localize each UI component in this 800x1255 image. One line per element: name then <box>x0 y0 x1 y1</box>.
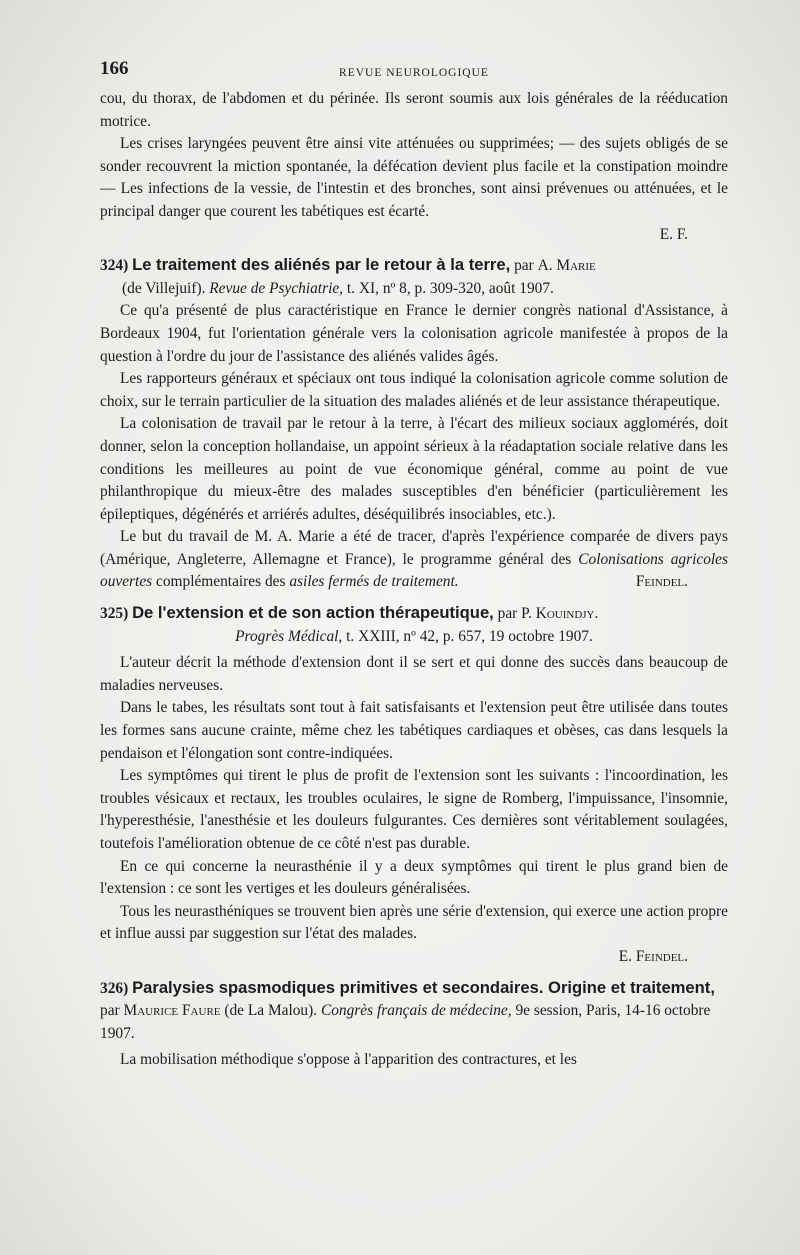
entry-326-title: Paralysies spasmodiques primitives et secondaires. Origine et traitement, <box>132 977 715 997</box>
entry-324-paragraph-2: Les rapporteurs généraux et spéciaux ont tous indiqué la colonisation agricole comme solution de choix, sur le terrain particulier de la situation des malades aliénés et de leur assistance thérapeutique. <box>100 370 728 410</box>
entry-325-heading <box>100 602 728 648</box>
entry-324-heading <box>100 254 728 300</box>
page-number: 166 <box>100 58 129 79</box>
entry-325-number: 325) <box>100 605 129 623</box>
entry-324-signature: Feindel. <box>635 573 688 591</box>
entry-324-journal: Revue de Psychiatrie, <box>209 279 344 297</box>
entry-324-paragraph-4-c: complémentaires des <box>156 573 286 591</box>
entry-325-paragraph-2: Dans le tabes, les résultats sont tout à fait satisfaisants et l'extension peut être utilisée dans toutes les formes sans aucune crainte, même chez les tabétiques cardiaques et obèses, cas dans lesquels la pendaison et l'élongation sont contre-indiquées. <box>100 699 728 762</box>
intro-paragraph-2 <box>100 133 728 223</box>
page-header <box>100 58 728 88</box>
entry-325-paragraph-3: Les symptômes qui tirent le plus de profit de l'extension sont les suivants : l'incoordination, les troubles vésicaux et rectaux, les troubles oculaires, le signe de Romberg, l'impuissance, l'insomnie, l'hyperesthésie, l'anesthésie et les douleurs fulgurantes. Ces dernières sont véritablement soulagées, toutefois l'amélioration obtenue de ce côté n'est pas durable. <box>100 767 728 852</box>
entry-326-heading <box>100 977 728 1046</box>
entry-324-paragraph-3: La colonisation de travail par le retour à la terre, à l'écart des milieux sociaux agglomérés, doit donner, selon la conception hollandaise, un appoint sérieux à la réadaptation sociale relative dans les conditions les meilleures au point de vue économique général, comme au point de vue philanthropique du mieux-être des malades susceptibles d'en bénéficier (particulièrement les épileptiques, dégénérés et arriérés adultes, déséquilibrés insociables, etc.). <box>100 415 728 523</box>
entry-326-by: par <box>100 1002 120 1020</box>
entry-326-affiliation: (de La Malou). <box>224 1002 318 1020</box>
entry-324-author: A. Marie <box>537 257 596 275</box>
entry-326-citation: 9e session, Paris, 14-16 octobre 1907. <box>100 1002 711 1042</box>
entry-325-title: De l'extension et de son action thérapeutique, <box>132 603 494 623</box>
entry-324-paragraph-4-b: Colonisations agricoles ouvertes <box>100 550 728 591</box>
intro-paragraph-1: cou, du thorax, de l'abdomen et du périnée. Ils seront soumis aux lois générales de la rééducation motrice. <box>100 90 728 130</box>
entry-325-citation-line <box>100 626 728 649</box>
entry-324-citation: t. XI, nº 8, p. 309-320, août 1907. <box>346 279 554 297</box>
entry-325-by: par <box>497 605 518 623</box>
entry-324-citation-line <box>100 278 728 301</box>
entry-325-signature: E. Feindel. <box>618 947 688 965</box>
entry-326-journal: Congrès français de médecine, <box>320 1002 512 1020</box>
entry-324-by: par <box>514 257 534 275</box>
entry-324 <box>100 254 728 594</box>
entry-324-title: Le traitement des aliénés par le retour à la terre, <box>132 255 511 275</box>
entry-326-author: Maurice Faure <box>123 1002 221 1020</box>
entry-325-paragraph-4: En ce qui concerne la neurasthénie il y a deux symptômes qui tirent le plus grand bien de l'extension : ce sont les vertiges et les douleurs généralisées. <box>100 857 728 898</box>
entry-325 <box>100 602 728 969</box>
entry-326-paragraph-1: La mobilisation méthodique s'oppose à l'apparition des contractures, et les <box>120 1051 577 1069</box>
running-head: REVUE NEUROLOGIQUE <box>339 67 489 79</box>
entry-324-paragraph-4-d: asiles fermés de traitement. <box>289 573 459 591</box>
entry-324-paragraph-1: Ce qu'a présenté de plus caractéristique en France le dernier congrès national d'Assistance, à Bordeaux 1904, fut l'orientation générale vers la colonisation agricole manifestée à propos de la question à l'ordre du jour de l'assistance des aliénés valides âgés. <box>100 302 728 365</box>
intro-paragraph-2-text: Les crises laryngées peuvent être ainsi vite atténuées ou supprimées; — des sujets obligés de se sonder recouvrent la miction spontanée, la défécation devient plus facile et la constipation moindre — Les infections de la vessie, de l'intestin et des bronches, sont ainsi prévenues ou atténuées, et le principal danger que courent les tabétiques est écarté. <box>100 135 728 220</box>
entry-325-journal: Progrès Médical, <box>235 627 343 645</box>
intro-signature: E. F. <box>659 225 688 243</box>
entry-325-paragraph-1: L'auteur décrit la méthode d'extension dont il se sert et qui donne des succès dans beaucoup de maladies nerveuses. <box>100 654 728 694</box>
entry-324-paragraph-4-a: Le but du travail de M. A. Marie a été de tracer, d'après l'expérience comparée de divers pays (Amérique, Angleterre, Allemagne et France), le programme général des <box>100 528 728 568</box>
entry-324-affiliation: (de Villejuif). <box>122 279 206 297</box>
entry-325-citation: t. XXIII, nº 42, p. 657, 19 octobre 1907. <box>346 627 593 645</box>
entry-325-paragraph-5: Tous les neurasthéniques se trouvent bien après une série d'extension, qui exerce une action propre et influe aussi par suggestion sur l'état des malades. <box>100 902 728 943</box>
entry-325-author: P. Kouindjy. <box>521 605 599 623</box>
entry-324-number: 324) <box>100 257 129 275</box>
entry-326 <box>100 977 728 1072</box>
entry-326-number: 326) <box>100 979 129 997</box>
page-content <box>100 58 728 1072</box>
